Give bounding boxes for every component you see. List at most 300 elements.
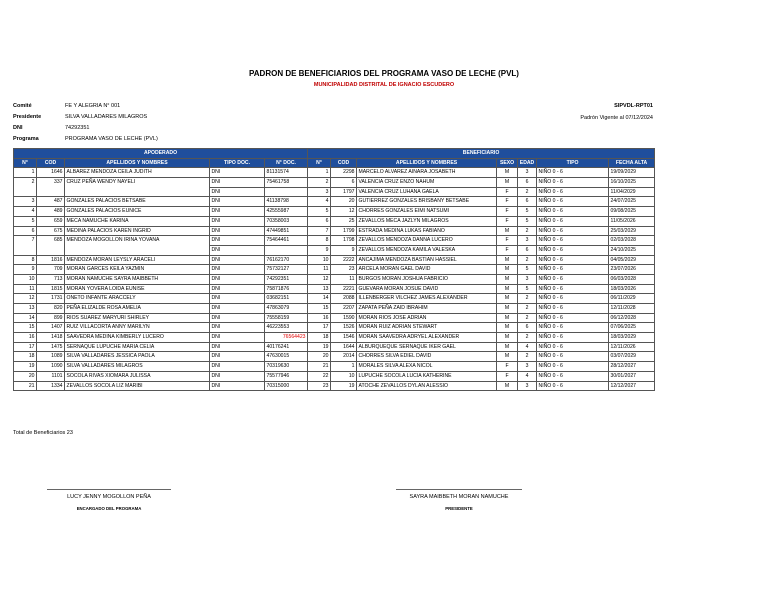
beneficiario-cod: 10 (331, 371, 357, 381)
info-value: PROGRAMA VASO DE LECHE (PVL) (65, 136, 158, 142)
apoderado-cod: 685 (37, 236, 65, 255)
apoderado-num: 12 (14, 294, 37, 304)
beneficiario-type: NIÑO 0 - 6 (537, 245, 609, 255)
beneficiario-age: 2 (518, 187, 537, 197)
apoderado-cod: 1089 (37, 352, 65, 362)
apoderado-cod: 337 (37, 178, 65, 197)
beneficiario-num: 8 (308, 236, 331, 246)
beneficiario-age: 2 (518, 313, 537, 323)
beneficiario-name: ZEVALLOS MENDOZA DANNA LUCERO (357, 236, 497, 246)
beneficiario-num: 13 (308, 284, 331, 294)
beneficiario-date: 11/05/2026 (609, 216, 655, 226)
beneficiario-name: CHORRES GONZALES EIMI NATSUMI (357, 207, 497, 217)
column-header: COD (331, 158, 357, 168)
group-header-row (14, 149, 655, 159)
table-row (14, 323, 655, 333)
beneficiario-date: 07/06/2025 (609, 323, 655, 333)
apoderado-doc-type: DNI (210, 342, 265, 352)
beneficiario-name: ANCAJIMA MENDOZA BASTIAN HASSIEL (357, 255, 497, 265)
apoderado-cod: 820 (37, 304, 65, 314)
apoderado-doc-num: 75732127 (265, 265, 308, 275)
beneficiario-date: 25/03/2029 (609, 226, 655, 236)
apoderado-doc-type: DNI (210, 226, 265, 236)
table-row (14, 207, 655, 217)
beneficiario-name: ZAPATA PEÑA ZAID IBRAHIM (357, 304, 497, 314)
apoderado-doc-type: DNI (210, 216, 265, 226)
beneficiario-cod: 1644 (331, 342, 357, 352)
apoderado-name: SAAVEDRA MEDINA KIMBERLY LUCERO (65, 333, 210, 343)
apoderado-num: 6 (14, 226, 37, 236)
beneficiario-date: 06/11/2029 (609, 294, 655, 304)
beneficiario-name: MORALES SILVA ALEXA NICOL (357, 362, 497, 372)
beneficiario-sex: M (497, 274, 518, 284)
apoderado-cod: 659 (37, 216, 65, 226)
beneficiario-name: MARCELO ALVAREZ AINARA JOSABETH (357, 168, 497, 178)
beneficiario-num: 20 (308, 352, 331, 362)
report-title: PADRON DE BENEFICIARIOS DEL PROGRAMA VASO DE LECHE (PVL) (249, 69, 519, 78)
beneficiario-sex: F (497, 236, 518, 246)
beneficiario-age: 3 (518, 168, 537, 178)
beneficiario-sex: F (497, 371, 518, 381)
column-header: EDAD (518, 158, 537, 168)
apoderado-name: SOCOLA RIVAS XIOMARA JULISSA (65, 371, 210, 381)
beneficiario-date: 18/03/2026 (609, 284, 655, 294)
beneficiario-sex: M (497, 284, 518, 294)
beneficiario-age: 5 (518, 265, 537, 275)
beneficiario-sex: M (497, 265, 518, 275)
apoderado-cod: 713 (37, 274, 65, 284)
beneficiario-name: VALENCIA CRUZ LUHANA GAELA (357, 187, 497, 197)
table-row (14, 313, 655, 323)
table-row (14, 226, 655, 236)
beneficiario-date: 06/12/2028 (609, 313, 655, 323)
beneficiario-cod: 2088 (331, 294, 357, 304)
beneficiario-age: 2 (518, 304, 537, 314)
beneficiario-num: 11 (308, 265, 331, 275)
municipality-subtitle: MUNICIPALIDAD DISTRITAL DE IGNACIO ESCUDERO (313, 82, 455, 88)
beneficiario-sex: M (497, 168, 518, 178)
column-header: TIPO DOC. (210, 158, 265, 168)
apoderado-name: GONZALES PALACIOS EUNICE (65, 207, 210, 217)
apoderado-num: 16 (14, 333, 37, 343)
apoderado-doc-num: 70319630 (265, 362, 308, 372)
apoderado-num: 7 (14, 236, 37, 255)
beneficiario-age: 5 (518, 207, 537, 217)
beneficiario-date: 19/09/2029 (609, 168, 655, 178)
beneficiario-type: NIÑO 0 - 6 (537, 294, 609, 304)
apoderado-num: 19 (14, 362, 37, 372)
apoderado-doc-num: 74292351 (265, 274, 308, 284)
beneficiario-cod: 1799 (331, 226, 357, 236)
apoderado-cod: 1334 (37, 381, 65, 391)
beneficiario-age: 2 (518, 352, 537, 362)
apoderado-num: 11 (14, 284, 37, 294)
beneficiario-name: MORAN SAAVEDRA ADRYEL ALEXANDER (357, 333, 497, 343)
apoderado-doc-num: 40176241 (265, 342, 308, 352)
beneficiario-type: NIÑO 0 - 6 (537, 236, 609, 246)
apoderado-doc-num: 03682151 (265, 294, 308, 304)
table-row (14, 342, 655, 352)
beneficiario-num: 16 (308, 313, 331, 323)
group-apoderado: APODERADO (14, 149, 308, 159)
apoderado-doc-type: DNI (210, 333, 265, 343)
signature-name-right: SAYRA MAIBBETH MORAN NAMUCHE (409, 494, 509, 500)
apoderado-doc-type: DNI (210, 323, 265, 333)
beneficiario-date: 03/07/2029 (609, 352, 655, 362)
apoderado-doc-type: DNI (210, 313, 265, 323)
beneficiario-cod: 20 (331, 197, 357, 207)
beneficiario-age: 2 (518, 226, 537, 236)
beneficiario-sex: F (497, 362, 518, 372)
beneficiario-type: NIÑO 0 - 6 (537, 187, 609, 197)
apoderado-name: MORAN YOVERA LOIDA EUNISE (65, 284, 210, 294)
beneficiario-date: 12/11/2026 (609, 342, 655, 352)
column-header: SEXO (497, 158, 518, 168)
apoderado-doc-type: DNI (210, 255, 265, 265)
beneficiario-cod: 2222 (331, 255, 357, 265)
beneficiario-name: ZEVALLOS MECA JAZLYN MILAGROS (357, 216, 497, 226)
apoderado-cod: 1418 (37, 333, 65, 343)
apoderado-doc-num: 81131574 (265, 168, 308, 178)
apoderado-num: 10 (14, 274, 37, 284)
beneficiario-type: NIÑO 0 - 6 (537, 168, 609, 178)
info-row (13, 123, 158, 134)
apoderado-num: 14 (14, 313, 37, 323)
beneficiario-date: 30/01/2027 (609, 371, 655, 381)
beneficiario-num: 14 (308, 294, 331, 304)
apoderado-doc-type: DNI (210, 168, 265, 178)
beneficiario-num: 18 (308, 333, 331, 343)
beneficiario-age: 5 (518, 284, 537, 294)
apoderado-doc-type: DNI (210, 371, 265, 381)
table-row (14, 333, 655, 343)
apoderado-num: 13 (14, 304, 37, 314)
beneficiario-date: 24/10/2025 (609, 245, 655, 255)
beneficiario-num: 12 (308, 274, 331, 284)
column-header: APELLIDOS Y NOMBRES (65, 158, 210, 168)
apoderado-cod: 1815 (37, 284, 65, 294)
info-value: FE Y ALEGRIA N° 001 (65, 103, 121, 109)
beneficiario-num: 1 (308, 168, 331, 178)
beneficiario-num: 17 (308, 323, 331, 333)
apoderado-name: ALBAREZ MENDOZA CEILA JUDITH (65, 168, 210, 178)
apoderado-num: 5 (14, 216, 37, 226)
table-row (14, 274, 655, 284)
table-row (14, 381, 655, 391)
beneficiario-name: VALENCIA CRUZ ENZO NAHUM (357, 178, 497, 188)
table-row (14, 294, 655, 304)
column-header: FECHA ALTA (609, 158, 655, 168)
table-row (14, 216, 655, 226)
apoderado-num: 21 (14, 381, 37, 391)
apoderado-doc-num: 76162170 (265, 255, 308, 265)
beneficiario-num: 21 (308, 362, 331, 372)
beneficiario-age: 3 (518, 274, 537, 284)
beneficiario-date: 24/07/2025 (609, 197, 655, 207)
apoderado-num: 8 (14, 255, 37, 265)
apoderado-doc-num: 75461758 (265, 178, 308, 188)
table-row (14, 265, 655, 275)
apoderado-doc-type: DNI (210, 381, 265, 391)
beneficiario-type: NIÑO 0 - 6 (537, 178, 609, 188)
beneficiario-sex: F (497, 245, 518, 255)
apoderado-doc-type: DNI (210, 187, 265, 197)
beneficiario-type: NIÑO 0 - 6 (537, 197, 609, 207)
beneficiario-type: NIÑO 0 - 6 (537, 352, 609, 362)
beneficiario-date: 23/07/2026 (609, 265, 655, 275)
beneficiario-name: MORAN RIOS JOSE ADRIAN (357, 313, 497, 323)
column-header: N° DOC. (265, 158, 308, 168)
apoderado-cod: 1816 (37, 255, 65, 265)
beneficiario-type: NIÑO 0 - 6 (537, 362, 609, 372)
table-row (14, 168, 655, 178)
beneficiario-type: NIÑO 0 - 6 (537, 313, 609, 323)
beneficiario-sex: M (497, 323, 518, 333)
beneficiario-date: 28/12/2027 (609, 362, 655, 372)
beneficiario-name: BURGOS MORAN JOSHUA FABRICIO (357, 274, 497, 284)
beneficiario-sex: M (497, 342, 518, 352)
beneficiario-cod: 11 (331, 274, 357, 284)
column-header: TIPO (537, 158, 609, 168)
beneficiario-age: 3 (518, 236, 537, 246)
apoderado-name: MORAN GARCES KEILA YAZMIN (65, 265, 210, 275)
apoderado-doc-type: DNI (210, 207, 265, 217)
total-beneficiaries: Total de Beneficiarios 23 (13, 430, 73, 436)
info-label: Presidente (13, 114, 42, 120)
apoderado-cod: 1090 (37, 362, 65, 372)
group-beneficiario: BENEFICIARIO (308, 149, 655, 159)
beneficiario-sex: M (497, 304, 518, 314)
beneficiario-age: 6 (518, 197, 537, 207)
beneficiario-sex: F (497, 207, 518, 217)
beneficiario-num: 15 (308, 304, 331, 314)
beneficiario-type: NIÑO 0 - 6 (537, 342, 609, 352)
apoderado-num: 3 (14, 197, 37, 207)
apoderado-name: MEDINA PALACIOS KAREN INGRID (65, 226, 210, 236)
beneficiario-sex: M (497, 313, 518, 323)
apoderado-name: MENDOZA MOGOLLON IRINA YOVANA (65, 236, 210, 255)
apoderado-doc-num: 75871876 (265, 284, 308, 294)
beneficiario-cod: 9 (331, 245, 357, 255)
apoderado-cod: 675 (37, 226, 65, 236)
apoderado-num: 18 (14, 352, 37, 362)
signature-line-left (47, 489, 171, 490)
table-row (14, 197, 655, 207)
signature-name-left: LUCY JENNY MOGOLLON PEÑA (67, 494, 151, 500)
apoderado-cod: 1646 (37, 168, 65, 178)
apoderado-name: GONZALES PALACIOS BETSABE (65, 197, 210, 207)
apoderado-doc-type: DNI (210, 245, 265, 255)
apoderado-name: RIOS SUAREZ MARYURI SHIRLEY (65, 313, 210, 323)
beneficiario-name: ILLENBERGER VILCHEZ JAMES ALEXANDER (357, 294, 497, 304)
apoderado-name: MORAN NAMUCHE SAYRA MAIBBETH (65, 274, 210, 284)
table-body (14, 168, 655, 391)
apoderado-cod: 709 (37, 265, 65, 275)
valid-note: Padrón Vigente al 07/12/2024 (580, 115, 653, 121)
signature-line-right (396, 489, 522, 490)
beneficiario-cod: 19 (331, 381, 357, 391)
beneficiario-sex: M (497, 381, 518, 391)
report-code: SIPVDL-RPT01 (614, 103, 653, 109)
beneficiario-name: CHORRES SILVA EDIEL DAVID (357, 352, 497, 362)
beneficiario-name: GUEVARA MORAN JOSUE DAVID (357, 284, 497, 294)
apoderado-cod: 487 (37, 197, 65, 207)
apoderado-cod: 899 (37, 313, 65, 323)
beneficiario-cod: 12 (331, 207, 357, 217)
table-row (14, 371, 655, 381)
beneficiario-type: NIÑO 0 - 6 (537, 333, 609, 343)
beneficiario-cod: 1797 (331, 187, 357, 197)
beneficiario-age: 2 (518, 255, 537, 265)
beneficiario-num: 22 (308, 371, 331, 381)
beneficiario-cod: 1546 (331, 333, 357, 343)
apoderado-doc-num: 75558159 (265, 313, 308, 323)
beneficiario-type: NIÑO 0 - 6 (537, 274, 609, 284)
info-value: SILVA VALLADARES MILAGROS (65, 114, 148, 120)
beneficiario-sex: F (497, 216, 518, 226)
beneficiario-num: 9 (308, 245, 331, 255)
beneficiario-date: 18/03/2029 (609, 333, 655, 343)
apoderado-doc-num: 41138798 (265, 197, 308, 207)
beneficiario-age: 5 (518, 216, 537, 226)
apoderado-name: MECA NAMUCHE KARINA (65, 216, 210, 226)
apoderado-doc-type: DNI (210, 362, 265, 372)
apoderado-num: 9 (14, 265, 37, 275)
apoderado-doc-type: DNI (210, 197, 265, 207)
beneficiario-cod: 6 (331, 178, 357, 188)
beneficiario-type: NIÑO 0 - 6 (537, 265, 609, 275)
beneficiario-num: 23 (308, 381, 331, 391)
apoderado-name: RUIZ VILLACORTA ANNY MARILYN (65, 323, 210, 333)
apoderado-cod: 1475 (37, 342, 65, 352)
beneficiario-sex: M (497, 352, 518, 362)
beneficiario-date: 09/08/2025 (609, 207, 655, 217)
beneficiario-name: ALBURQUEQUE SERNAQUE IKER GAEL (357, 342, 497, 352)
apoderado-num: 1 (14, 168, 37, 178)
beneficiario-num: 6 (308, 216, 331, 226)
column-header: N° (14, 158, 37, 168)
committee-info (13, 101, 158, 145)
beneficiario-age: 3 (518, 381, 537, 391)
apoderado-doc-num: 75464461 (265, 236, 308, 246)
apoderado-num: 4 (14, 207, 37, 217)
beneficiario-age: 6 (518, 245, 537, 255)
apoderado-cod: 1101 (37, 371, 65, 381)
apoderado-doc-type: DNI (210, 284, 265, 294)
signature-role-right: PRESIDENTE (445, 506, 473, 511)
beneficiario-sex: F (497, 197, 518, 207)
apoderado-name: SILVA VALLADARES JESSICA PAOLA (65, 352, 210, 362)
info-row (13, 112, 158, 123)
column-header: APELLIDOS Y NOMBRES (357, 158, 497, 168)
beneficiario-date: 11/04/2029 (609, 187, 655, 197)
beneficiario-age: 4 (518, 371, 537, 381)
apoderado-doc-type: DNI (210, 274, 265, 284)
beneficiario-type: NIÑO 0 - 6 (537, 371, 609, 381)
beneficiario-sex: M (497, 294, 518, 304)
beneficiario-cod: 1526 (331, 323, 357, 333)
beneficiario-age: 6 (518, 323, 537, 333)
beneficiario-cod: 25 (331, 216, 357, 226)
apoderado-doc-num (265, 245, 308, 255)
beneficiario-num: 3 (308, 187, 331, 197)
beneficiario-type: NIÑO 0 - 6 (537, 216, 609, 226)
beneficiario-name: ESTRADA MEDINA LUKAS FABIANO (357, 226, 497, 236)
beneficiario-date: 02/03/2028 (609, 236, 655, 246)
beneficiario-type: NIÑO 0 - 6 (537, 226, 609, 236)
beneficiario-date: 12/11/2028 (609, 304, 655, 314)
apoderado-name: PEÑA ELIZALDE ROSA AMELIA (65, 304, 210, 314)
beneficiario-type: NIÑO 0 - 6 (537, 381, 609, 391)
apoderado-cod: 1407 (37, 323, 65, 333)
beneficiario-num: 5 (308, 207, 331, 217)
apoderado-name: MENDOZA MORAN LEYSLY ARACELI (65, 255, 210, 265)
apoderado-doc-type: DNI (210, 352, 265, 362)
apoderado-name: SILVA VALLADARES MILAGROS (65, 362, 210, 372)
apoderado-cod: 489 (37, 207, 65, 217)
beneficiario-cod: 2207 (331, 304, 357, 314)
apoderado-doc-type: DNI (210, 236, 265, 246)
beneficiaries-table (13, 148, 655, 391)
apoderado-name: ZEVALLOS SOCOLA LIZ MARIBI (65, 381, 210, 391)
beneficiario-type: NIÑO 0 - 6 (537, 304, 609, 314)
apoderado-doc-num: 70358003 (265, 216, 308, 226)
beneficiario-sex: M (497, 226, 518, 236)
apoderado-doc-num: 76564423 (265, 333, 308, 343)
apoderado-cod: 1731 (37, 294, 65, 304)
beneficiario-age: 2 (518, 333, 537, 343)
beneficiario-num: 2 (308, 178, 331, 188)
beneficiario-age: 3 (518, 362, 537, 372)
beneficiario-sex: M (497, 255, 518, 265)
apoderado-doc-type: DNI (210, 178, 265, 188)
beneficiario-type: NIÑO 0 - 6 (537, 207, 609, 217)
beneficiario-cod: 1590 (331, 313, 357, 323)
table-row (14, 304, 655, 314)
info-value: 74292351 (65, 125, 90, 131)
beneficiario-cod: 1798 (331, 236, 357, 246)
beneficiario-name: LUPUCHE SOCOLA LUCIA KATHERINE (357, 371, 497, 381)
info-row (13, 134, 158, 145)
apoderado-num: 2 (14, 178, 37, 197)
beneficiario-type: NIÑO 0 - 6 (537, 323, 609, 333)
apoderado-name: SERNAQUE LUPUCHE MARIA CELIA (65, 342, 210, 352)
beneficiario-age: 6 (518, 178, 537, 188)
beneficiario-age: 2 (518, 294, 537, 304)
apoderado-doc-num: 47449851 (265, 226, 308, 236)
beneficiario-num: 4 (308, 197, 331, 207)
apoderado-doc-num: 47863079 (265, 304, 308, 314)
table-row (14, 284, 655, 294)
apoderado-name: ONETO INFANTE ARACCELY (65, 294, 210, 304)
beneficiario-name: ARCELA MORAN GAEL DAVID (357, 265, 497, 275)
column-header: N° (308, 158, 331, 168)
apoderado-doc-num: 75577946 (265, 371, 308, 381)
table-row (14, 362, 655, 372)
apoderado-doc-type: DNI (210, 304, 265, 314)
signature-role-left: ENCARGADO DEL PROGRAMA (76, 506, 142, 511)
beneficiario-age: 4 (518, 342, 537, 352)
beneficiario-cod: 2221 (331, 284, 357, 294)
beneficiario-cod: 2298 (331, 168, 357, 178)
apoderado-doc-num: 46223553 (265, 323, 308, 333)
apoderado-doc-num: 47630015 (265, 352, 308, 362)
apoderado-doc-num: 70315000 (265, 381, 308, 391)
info-label: Programa (13, 136, 39, 142)
apoderado-num: 20 (14, 371, 37, 381)
beneficiario-type: NIÑO 0 - 6 (537, 255, 609, 265)
info-label: DNI (13, 125, 23, 131)
